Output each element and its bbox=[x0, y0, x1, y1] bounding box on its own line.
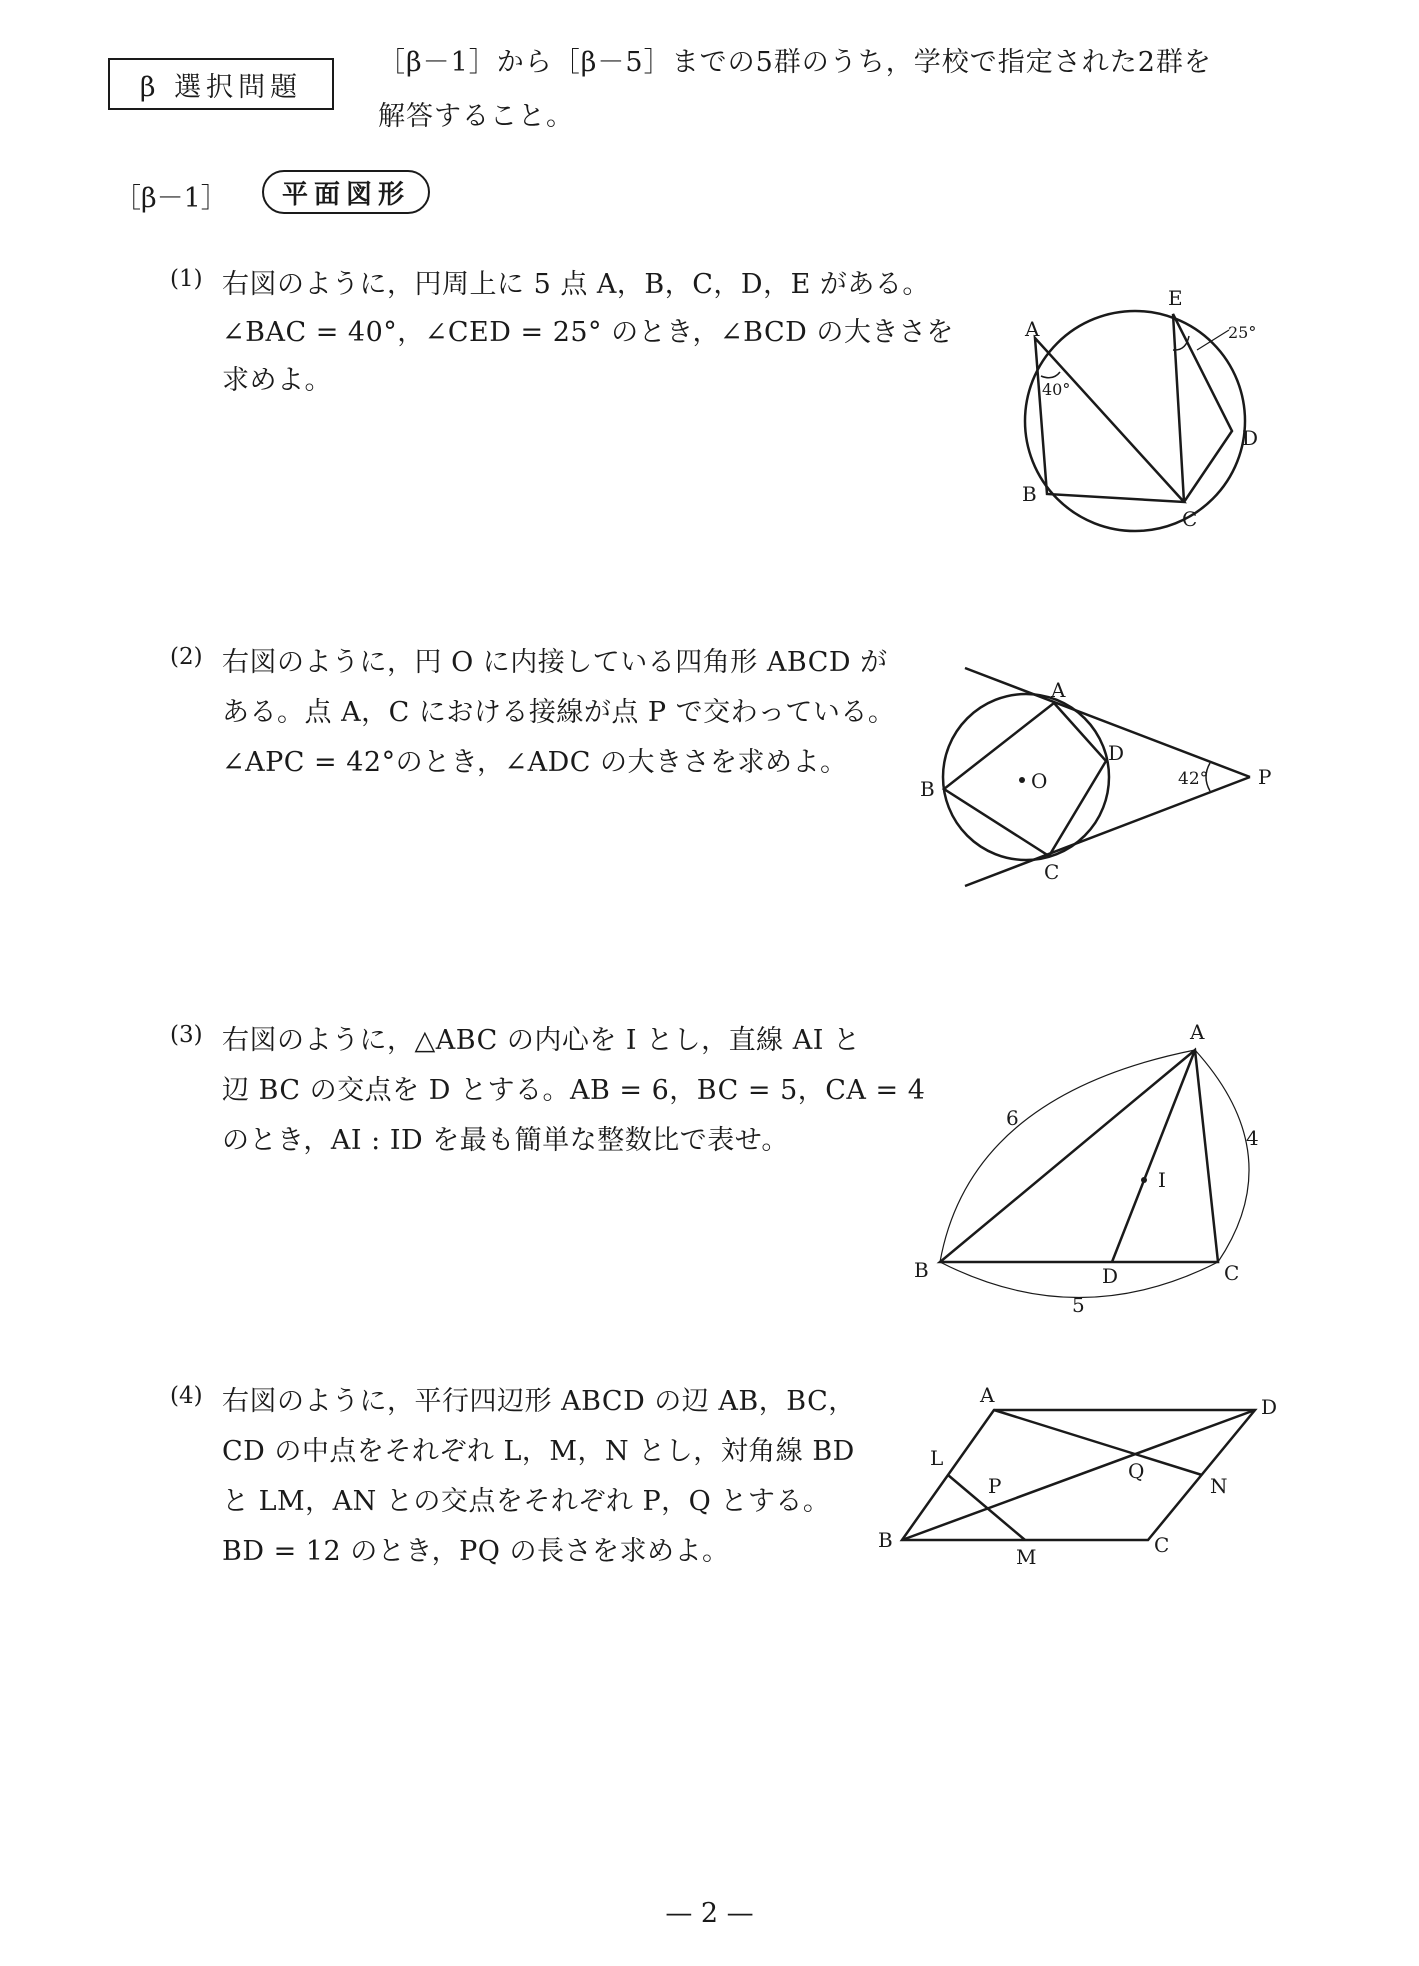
label-b: B bbox=[878, 1528, 893, 1552]
arc-ca bbox=[1195, 1050, 1249, 1262]
problem-1-line-1: 右図のように，円周上に 5 点 A，B，C，D，E がある。 bbox=[222, 269, 930, 300]
label-d: D bbox=[1108, 741, 1125, 765]
problem-2-line-2: ある。点 A，C における接線が点 P で交わっている。 bbox=[222, 697, 896, 728]
label-b: B bbox=[920, 777, 935, 801]
problem-3-line-2: 辺 BC の交点を D とする。AB = 6，BC = 5，CA = 4 bbox=[222, 1075, 926, 1106]
label-o: O bbox=[1031, 769, 1048, 793]
problem-4-line-2: CD の中点をそれぞれ L，M，N とし，対角線 BD bbox=[222, 1436, 855, 1467]
label-a: A bbox=[1051, 678, 1066, 702]
problem-1-figure bbox=[1010, 280, 1270, 550]
label-l: L bbox=[930, 1446, 944, 1470]
label-d: D bbox=[1102, 1264, 1119, 1288]
label-c: C bbox=[1154, 1533, 1170, 1557]
problem-2-figure bbox=[910, 660, 1290, 900]
angle-p-label: 42° bbox=[1178, 769, 1209, 789]
problem-2-number: (2) bbox=[170, 644, 203, 670]
label-d: D bbox=[1242, 426, 1259, 450]
triangle-abc bbox=[940, 1050, 1218, 1262]
problem-3-line-3: のとき，AI : ID を最も簡単な整数比で表せ。 bbox=[222, 1125, 789, 1156]
label-a: A bbox=[1025, 317, 1040, 341]
problem-4-line-4: BD = 12 のとき，PQ の長さを求めよ。 bbox=[222, 1536, 730, 1567]
triangle-abc bbox=[1035, 338, 1184, 502]
line-ad bbox=[1112, 1050, 1195, 1262]
label-a: A bbox=[980, 1383, 995, 1407]
label-b: B bbox=[914, 1258, 929, 1282]
intro-text-line-2: 解答すること。 bbox=[378, 101, 574, 132]
label-c: C bbox=[1224, 1261, 1240, 1285]
problem-4-line-1: 右図のように，平行四辺形 ABCD の辺 AB，BC， bbox=[222, 1386, 856, 1417]
segment-lm bbox=[948, 1475, 1025, 1540]
label-c: C bbox=[1182, 507, 1198, 531]
label-d: D bbox=[1261, 1395, 1278, 1419]
incenter-dot bbox=[1141, 1177, 1147, 1183]
label-p: P bbox=[1258, 765, 1272, 789]
problem-2-line-3: ∠APC = 42°のとき，∠ADC の大きさを求めよ。 bbox=[222, 747, 848, 778]
center-o-dot bbox=[1019, 777, 1025, 783]
length-ca: 4 bbox=[1246, 1126, 1259, 1150]
label-q: Q bbox=[1128, 1459, 1145, 1483]
label-i: I bbox=[1158, 1168, 1166, 1192]
problem-4-figure bbox=[870, 1380, 1290, 1570]
label-c: C bbox=[1044, 860, 1060, 884]
length-bc: 5 bbox=[1072, 1293, 1085, 1317]
problem-3-line-1: 右図のように，△ABC の内心を I とし，直線 AI と bbox=[222, 1025, 861, 1056]
problem-1-line-3: 求めよ。 bbox=[222, 365, 332, 396]
section-label-box: β 選択問題 bbox=[108, 58, 334, 110]
problem-1-line-2: ∠BAC = 40°，∠CED = 25° のとき，∠BCD の大きさを bbox=[222, 317, 954, 348]
problem-4-number: (4) bbox=[170, 1383, 203, 1409]
path-c-e-d bbox=[1173, 314, 1232, 502]
group-tag: ［β－1］ bbox=[114, 183, 228, 214]
problem-2-line-1: 右図のように，円 O に内接している四角形 ABCD が bbox=[222, 647, 888, 678]
circle-o bbox=[943, 694, 1109, 860]
problem-4-line-3: と LM，AN との交点をそれぞれ P，Q とする。 bbox=[222, 1486, 831, 1517]
problem-3-figure bbox=[900, 1015, 1280, 1330]
label-n: N bbox=[1210, 1474, 1228, 1498]
problem-1-number: (1) bbox=[170, 266, 203, 292]
quadrilateral-abcd bbox=[944, 703, 1106, 856]
label-a: A bbox=[1190, 1020, 1205, 1044]
label-p: P bbox=[988, 1474, 1002, 1498]
angle-e-label: 25° bbox=[1228, 323, 1257, 342]
label-e: E bbox=[1168, 286, 1183, 310]
problem-3-number: (3) bbox=[170, 1022, 203, 1048]
angle-a-label: 40° bbox=[1042, 380, 1071, 399]
page-number: — 2 — bbox=[665, 1898, 754, 1929]
intro-text-line-1: ［β－1］から［β－5］までの5群のうち，学校で指定された2群を bbox=[378, 47, 1212, 78]
label-m: M bbox=[1016, 1545, 1037, 1569]
length-ab: 6 bbox=[1006, 1106, 1019, 1130]
topic-pill: 平面図形 bbox=[262, 170, 430, 214]
segment-an bbox=[994, 1410, 1202, 1475]
label-b: B bbox=[1022, 482, 1037, 506]
